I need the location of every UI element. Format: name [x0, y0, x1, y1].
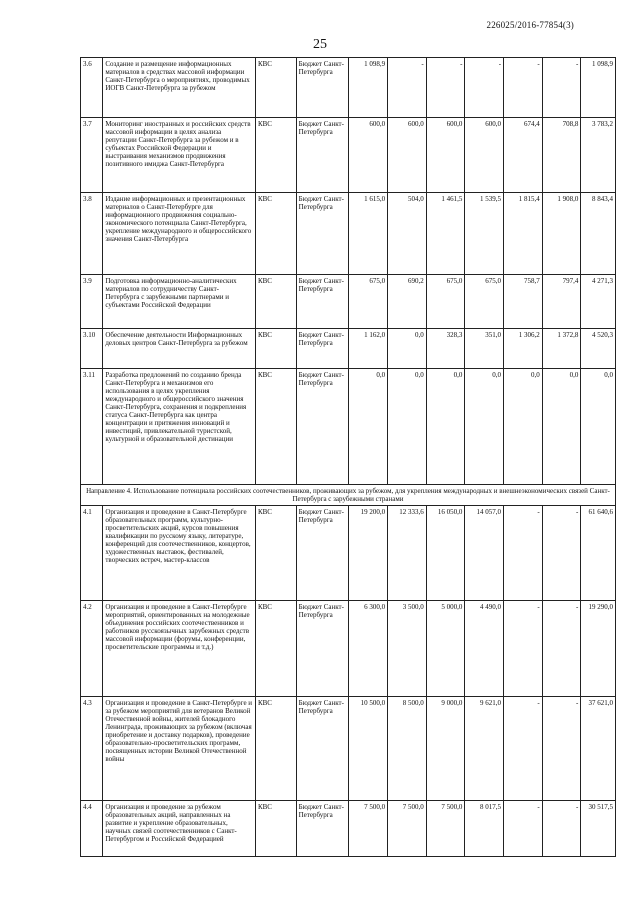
total-amount: 3 783,2	[581, 118, 616, 193]
table-row	[81, 506, 616, 601]
yearly-amount: -	[542, 801, 581, 857]
executor: КВС	[255, 697, 296, 801]
document-id: 226025/2016-77854(3)	[486, 20, 574, 30]
yearly-amount: 0,0	[542, 369, 581, 485]
total-amount: 8 843,4	[581, 193, 616, 275]
row-number: 3.10	[81, 329, 103, 369]
yearly-amount: -	[542, 601, 581, 697]
table-row	[81, 58, 616, 118]
yearly-amount: -	[542, 58, 581, 118]
table-row	[81, 601, 616, 697]
section-row	[81, 485, 616, 506]
funding-source: Бюджет Санкт-Петербурга	[296, 697, 349, 801]
total-amount: 1 098,9	[581, 58, 616, 118]
activity-name: Организация и проведение в Санкт-Петербурге мероприятий, ориентированных на молодежные объединения российских соотечественников и работников русскоязычных зарубежных средств массовой информации (форумы, конференции, просветительские программы и т.д.)	[103, 601, 256, 697]
yearly-amount: -	[504, 506, 543, 601]
executor: КВС	[255, 329, 296, 369]
yearly-amount: 1 539,5	[465, 193, 504, 275]
yearly-amount: 9 621,0	[465, 697, 504, 801]
yearly-amount: 797,4	[542, 275, 581, 329]
executor: КВС	[255, 58, 296, 118]
yearly-amount: 1 306,2	[504, 329, 543, 369]
yearly-amount: 600,0	[349, 118, 388, 193]
yearly-amount: 0,0	[388, 369, 427, 485]
table-body-section	[81, 485, 616, 506]
funding-source: Бюджет Санкт-Петербурга	[296, 329, 349, 369]
total-amount: 0,0	[581, 369, 616, 485]
activity-name: Организация и проведение в Санкт-Петербурге образовательных программ, культурно-просветительских акций, курсов повышения квалификации по русскому языку, литературе, конференций для соотечественников, концертов, художественных выставок, фестивалей, творческих встреч, мастер-классов	[103, 506, 256, 601]
yearly-amount: 600,0	[426, 118, 465, 193]
yearly-amount: 0,0	[504, 369, 543, 485]
table-row	[81, 369, 616, 485]
activity-name: Подготовка информационно-аналитических материалов по сотрудничеству Санкт-Петербурга с зарубежными партнерами и субъектами Российской Федерации	[103, 275, 256, 329]
yearly-amount: 8 500,0	[388, 697, 427, 801]
yearly-amount: 0,0	[426, 369, 465, 485]
activity-name: Обеспечение деятельности Информационных деловых центров Санкт-Петербурга за рубежом	[103, 329, 256, 369]
executor: КВС	[255, 193, 296, 275]
funding-source: Бюджет Санкт-Петербурга	[296, 193, 349, 275]
yearly-amount: 0,0	[465, 369, 504, 485]
executor: КВС	[255, 601, 296, 697]
row-number: 3.8	[81, 193, 103, 275]
executor: КВС	[255, 506, 296, 601]
yearly-amount: 600,0	[465, 118, 504, 193]
yearly-amount: 16 050,0	[426, 506, 465, 601]
yearly-amount: 19 200,0	[349, 506, 388, 601]
yearly-amount: 1 461,5	[426, 193, 465, 275]
yearly-amount: -	[388, 58, 427, 118]
yearly-amount: 1 908,0	[542, 193, 581, 275]
total-amount: 4 520,3	[581, 329, 616, 369]
total-amount: 19 290,0	[581, 601, 616, 697]
total-amount: 4 271,3	[581, 275, 616, 329]
yearly-amount: 8 017,5	[465, 801, 504, 857]
yearly-amount: 351,0	[465, 329, 504, 369]
yearly-amount: 7 500,0	[426, 801, 465, 857]
activity-name: Мониторинг иностранных и российских средств массовой информации в целях анализа репутации Санкт-Петербурга за рубежом и в субъектах Российской Федерации и выстраивания механизмов продвижения позитивного имиджа Санкт-Петербурга	[103, 118, 256, 193]
funding-source: Бюджет Санкт-Петербурга	[296, 58, 349, 118]
yearly-amount: 1 372,8	[542, 329, 581, 369]
activity-name: Организация и проведение за рубежом образовательных акций, направленных на развитие и укрепление образовательных, научных связей соотечественников с Санкт-Петербургом и Российской Федерацией	[103, 801, 256, 857]
total-amount: 37 621,0	[581, 697, 616, 801]
table-row	[81, 275, 616, 329]
yearly-amount: 1 162,0	[349, 329, 388, 369]
yearly-amount: 504,0	[388, 193, 427, 275]
yearly-amount: 7 500,0	[349, 801, 388, 857]
row-number: 4.3	[81, 697, 103, 801]
yearly-amount: -	[504, 601, 543, 697]
yearly-amount: -	[504, 801, 543, 857]
total-amount: 30 517,5	[581, 801, 616, 857]
yearly-amount: 675,0	[349, 275, 388, 329]
program-table	[80, 57, 616, 857]
page-number: 25	[313, 37, 327, 52]
yearly-amount: -	[542, 506, 581, 601]
yearly-amount: 674,4	[504, 118, 543, 193]
row-number: 4.1	[81, 506, 103, 601]
section-heading: Направление 4. Использование потенциала российских соотечественников, проживающих за рубежом, для укрепления международных и внешнеэкономических связей Санкт-Петербурга с зарубежными странами	[81, 485, 616, 506]
yearly-amount: 690,2	[388, 275, 427, 329]
executor: КВС	[255, 801, 296, 857]
row-number: 4.2	[81, 601, 103, 697]
funding-source: Бюджет Санкт-Петербурга	[296, 506, 349, 601]
yearly-amount: 4 490,0	[465, 601, 504, 697]
yearly-amount: 0,0	[349, 369, 388, 485]
yearly-amount: 758,7	[504, 275, 543, 329]
funding-source: Бюджет Санкт-Петербурга	[296, 275, 349, 329]
table-row	[81, 329, 616, 369]
yearly-amount: -	[465, 58, 504, 118]
yearly-amount: 675,0	[426, 275, 465, 329]
yearly-amount: 3 500,0	[388, 601, 427, 697]
table-row	[81, 801, 616, 857]
table-row	[81, 118, 616, 193]
funding-source: Бюджет Санкт-Петербурга	[296, 369, 349, 485]
yearly-amount: 0,0	[388, 329, 427, 369]
yearly-amount: 10 500,0	[349, 697, 388, 801]
funding-source: Бюджет Санкт-Петербурга	[296, 118, 349, 193]
yearly-amount: -	[504, 697, 543, 801]
activity-name: Создание и размещение информационных материалов в средствах массовой информации Санкт-Петербурга о мероприятиях, проводимых ИОГВ Санкт-Петербурга за рубежом	[103, 58, 256, 118]
yearly-amount: 675,0	[465, 275, 504, 329]
funding-source: Бюджет Санкт-Петербурга	[296, 801, 349, 857]
row-number: 3.11	[81, 369, 103, 485]
yearly-amount: 12 333,6	[388, 506, 427, 601]
executor: КВС	[255, 118, 296, 193]
activity-name: Разработка предложений по созданию бренда Санкт-Петербурга и механизмов его использования в целях укрепления международного и общероссийского значения Санкт-Петербурга, сохранения и подкрепления статуса Санкт-Петербурга как центра концентрации и притяжения инноваций и инвестиций, привлекательной туристской, культурной и образовательной дестинации	[103, 369, 256, 485]
yearly-amount: -	[504, 58, 543, 118]
yearly-amount: 6 300,0	[349, 601, 388, 697]
table-body-bottom	[81, 506, 616, 857]
activity-name: Организация и проведение в Санкт-Петербурге и за рубежом мероприятий для ветеранов Великой Отечественной войны, жителей блокадного Ленинграда, проживающих за рубежом (включая приобретение и доставку подарков), проведение образовательно-просветительских программ, посвященных истории Великой Отечественной войны	[103, 697, 256, 801]
activity-name: Издание информационных и презентационных материалов о Санкт-Петербурге для информационного продвижения социально-экономического потенциала Санкт-Петербурга, укрепление международного и общероссийского значения Санкт-Петербурга	[103, 193, 256, 275]
yearly-amount: 7 500,0	[388, 801, 427, 857]
yearly-amount: 5 000,0	[426, 601, 465, 697]
total-amount: 61 640,6	[581, 506, 616, 601]
yearly-amount: 14 057,0	[465, 506, 504, 601]
table-row	[81, 193, 616, 275]
yearly-amount: 708,8	[542, 118, 581, 193]
yearly-amount: 9 000,0	[426, 697, 465, 801]
yearly-amount: -	[542, 697, 581, 801]
row-number: 4.4	[81, 801, 103, 857]
yearly-amount: 1 098,9	[349, 58, 388, 118]
yearly-amount: 600,0	[388, 118, 427, 193]
row-number: 3.6	[81, 58, 103, 118]
funding-source: Бюджет Санкт-Петербурга	[296, 601, 349, 697]
row-number: 3.9	[81, 275, 103, 329]
yearly-amount: 1 615,0	[349, 193, 388, 275]
executor: КВС	[255, 369, 296, 485]
executor: КВС	[255, 275, 296, 329]
yearly-amount: 1 815,4	[504, 193, 543, 275]
table-body-top	[81, 58, 616, 485]
yearly-amount: 328,3	[426, 329, 465, 369]
yearly-amount: -	[426, 58, 465, 118]
row-number: 3.7	[81, 118, 103, 193]
table-row	[81, 697, 616, 801]
